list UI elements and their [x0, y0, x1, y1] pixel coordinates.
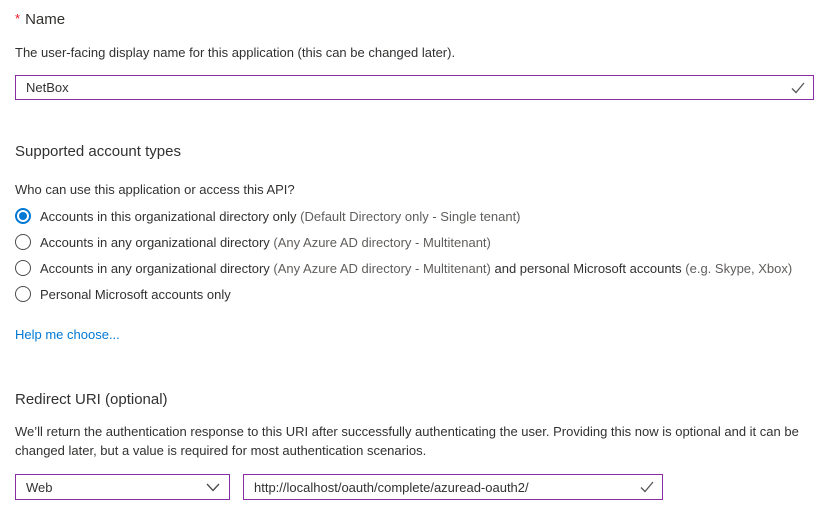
radio-button[interactable] [15, 260, 31, 276]
name-heading-label: Name [25, 11, 66, 28]
redirect-uri-field-container [243, 474, 663, 500]
label-segment-muted: (Any Azure AD directory - Multitenant) [273, 234, 491, 250]
label-segment-muted: (Default Directory only - Single tenant) [300, 208, 521, 224]
radio-option-single-tenant[interactable] [15, 203, 792, 229]
checkmark-icon [791, 82, 805, 94]
label-segment: Accounts in any organizational directory [40, 234, 274, 250]
radio-button[interactable] [15, 286, 31, 302]
name-heading [15, 10, 65, 30]
checkmark-icon [640, 481, 654, 493]
account-types-question: Who can use this application or access this API? [15, 182, 295, 197]
radio-button[interactable] [15, 234, 31, 250]
help-me-choose-link[interactable]: Help me choose... [15, 327, 120, 342]
name-field-container [15, 75, 814, 100]
redirect-uri-heading: Redirect URI (optional) [15, 391, 168, 408]
name-input[interactable] [16, 76, 813, 99]
label-segment: Accounts in any organizational directory [40, 260, 274, 276]
radio-option-personal-only[interactable] [15, 281, 792, 307]
label-segment-muted: (Any Azure AD directory - Multitenant) [273, 260, 491, 276]
radio-option-multitenant-personal[interactable] [15, 255, 792, 281]
supported-account-types-heading: Supported account types [15, 143, 181, 160]
platform-select-value: Web [26, 479, 53, 495]
label-segment: Accounts in this organizational directory only [40, 208, 301, 224]
radio-option-label[interactable] [40, 235, 491, 250]
account-types-radio-group [15, 203, 792, 307]
radio-option-label[interactable] [40, 287, 231, 302]
label-segment: Personal Microsoft accounts only [40, 286, 231, 302]
required-asterisk: * [15, 11, 21, 26]
radio-option-label[interactable] [40, 209, 521, 224]
redirect-uri-description: We’ll return the authentication response to this URI after successfully authenticating the user. Providing this now is optional and it can be changed later, but a value is required for most authentication scenarios. [15, 424, 799, 458]
radio-button-selected[interactable] [15, 208, 31, 224]
platform-select[interactable] [15, 474, 230, 500]
redirect-uri-input[interactable] [244, 475, 662, 499]
chevron-down-icon [206, 483, 220, 492]
label-segment-muted: (e.g. Skype, Xbox) [685, 260, 793, 276]
radio-option-multitenant[interactable] [15, 229, 792, 255]
name-description: The user-facing display name for this application (this can be changed later). [15, 45, 456, 60]
label-segment: and personal Microsoft accounts [490, 260, 686, 276]
redirect-uri-controls [15, 474, 663, 500]
radio-option-label[interactable] [40, 261, 792, 276]
